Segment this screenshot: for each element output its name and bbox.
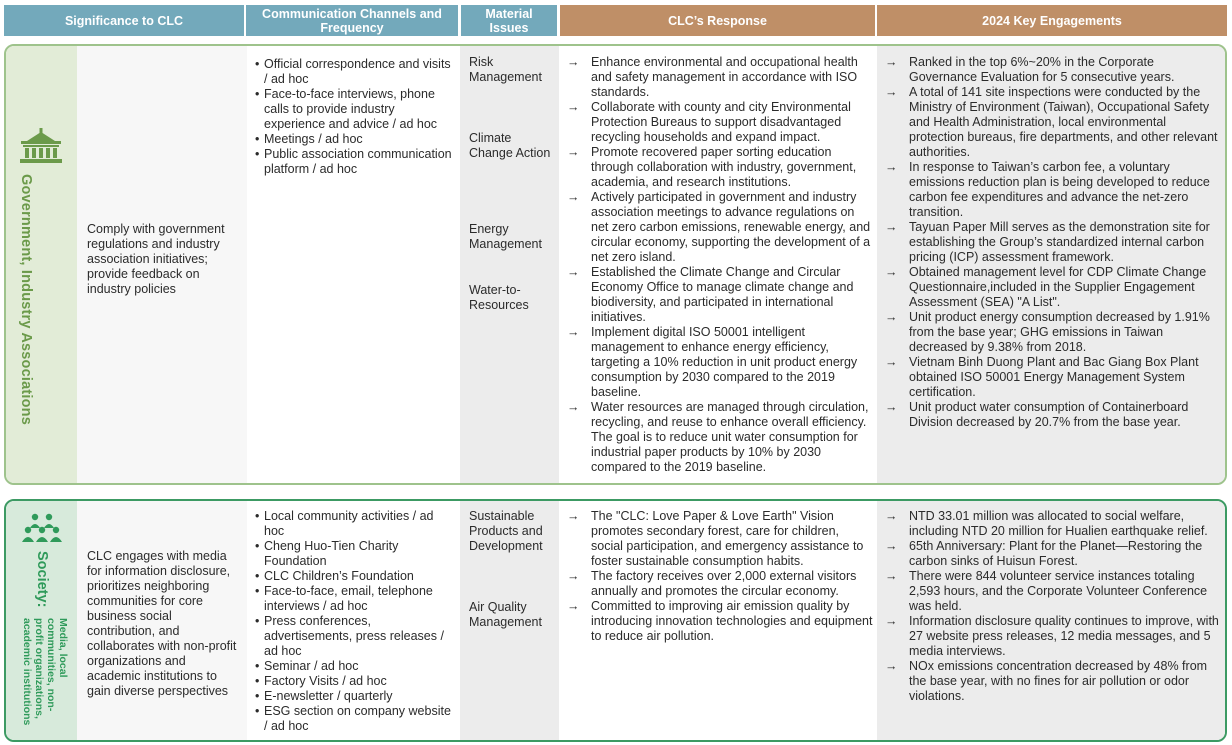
list-item: • Face-to-face interviews, phone calls to provide industry experience and advice / ad hoc bbox=[255, 87, 456, 132]
material-item: Climate Change Action bbox=[469, 131, 551, 160]
list-item: → The "CLC: Love Paper & Love Earth" Vision promotes secondary forest, care for children, social participation, and emergency assistance to foster sustainable consumption habits. bbox=[567, 509, 873, 569]
header-channels: Communication Channels and Frequency bbox=[246, 5, 458, 36]
list-item: • Face-to-face, email, telephone interviews / ad hoc bbox=[255, 584, 456, 614]
subtitle-line: academic institutions bbox=[21, 618, 33, 726]
government-material bbox=[460, 46, 559, 483]
list-item: → Information disclosure quality continues to improve, with 27 website press releases, 12 media messages, and 5 media interviews. bbox=[885, 614, 1223, 659]
list-item: • Local community activities / ad hoc bbox=[255, 509, 456, 539]
government-section bbox=[4, 44, 1227, 485]
list-item: → There were 844 volunteer service instances totaling 2,593 hours, and the Corporate Volunteer Conference was held. bbox=[885, 569, 1223, 614]
list-item: • Seminar / ad hoc bbox=[255, 659, 456, 674]
society-material bbox=[460, 501, 559, 740]
header-material: Material Issues bbox=[461, 5, 557, 36]
list-item: • Press conferences, advertisements, press releases / ad hoc bbox=[255, 614, 456, 659]
list-item: • Public association communication platform / ad hoc bbox=[255, 147, 456, 177]
government-sidebar bbox=[6, 46, 77, 483]
list-item: → Collaborate with county and city Environmental Protection Bureaus to support disadvantaged recycling households and expand impact. bbox=[567, 100, 873, 145]
list-item: → A total of 141 site inspections were conducted by the Ministry of Environment (Taiwan), Occupational Safety and Health Administration, local environmental protection bureaus, fire departments, and other relevant authorities. bbox=[885, 85, 1223, 160]
society-response bbox=[559, 501, 877, 740]
government-engagements bbox=[877, 46, 1227, 483]
list-item: • Official correspondence and visits / ad hoc bbox=[255, 57, 456, 87]
material-item: Energy Management bbox=[469, 222, 542, 251]
list-item: → Promote recovered paper sorting education through collaboration with industry, government, academia, and research institutions. bbox=[567, 145, 873, 190]
list-item: → Tayuan Paper Mill serves as the demonstration site for establishing the Group’s standardized internal carbon pricing (ICP) assessment framework. bbox=[885, 220, 1223, 265]
society-significance bbox=[77, 501, 247, 740]
people-group-icon bbox=[21, 513, 63, 548]
society-engagements bbox=[877, 501, 1227, 740]
material-item: Sustainable Products and Development bbox=[469, 509, 543, 553]
header-response: CLC’s Response bbox=[560, 5, 875, 36]
list-item: → Water resources are managed through circulation, recycling, and reuse to enhance overall efficiency. The goal is to reduce unit water consumption for industrial paper products by 10% by 2030 compared to the 2019 baseline. bbox=[567, 400, 873, 475]
government-response bbox=[559, 46, 877, 483]
subtitle-line: communities, non- bbox=[45, 618, 57, 712]
list-item: → Vietnam Binh Duong Plant and Bac Giang Box Plant obtained ISO 50001 Energy Management System certification. bbox=[885, 355, 1223, 400]
material-item: Water-to-Resources bbox=[469, 283, 529, 312]
subtitle-line: Media, local bbox=[57, 618, 69, 678]
society-channels bbox=[247, 501, 460, 740]
society-significance-text: CLC engages with media for information disclosure, prioritizes neighboring communities for core business social contribution, and collaborates with non-profit organizations and academic institutions to gain diverse perspectives bbox=[87, 548, 237, 698]
list-item: → In response to Taiwan’s carbon fee, a voluntary emissions reduction plan is being developed to reduce carbon fee expenditures and advance the net-zero transition. bbox=[885, 160, 1223, 220]
list-item: → Established the Climate Change and Circular Economy Office to manage climate change and biodiversity, and participated in international initiatives. bbox=[567, 265, 873, 325]
list-item: → Enhance environmental and occupational health and safety management in accordance with ISO standards. bbox=[567, 55, 873, 100]
list-item: • Meetings / ad hoc bbox=[255, 132, 456, 147]
list-item: • ESG section on company website / ad hoc bbox=[255, 704, 456, 734]
government-title: Government, Industry Associations bbox=[18, 174, 34, 426]
list-item: • Cheng Huo-Tien Charity Foundation bbox=[255, 539, 456, 569]
society-sidebar bbox=[6, 501, 77, 740]
subtitle-line: profit organizations, bbox=[33, 618, 45, 719]
header-engagements: 2024 Key Engagements bbox=[877, 5, 1227, 36]
list-item: • Factory Visits / ad hoc bbox=[255, 674, 456, 689]
list-item: → Unit product energy consumption decreased by 1.91% from the base year; GHG emissions in Taiwan decreased by 9.38% from 2018. bbox=[885, 310, 1223, 355]
material-item: Air Quality Management bbox=[469, 600, 542, 629]
list-item: → NOx emissions concentration decreased by 48% from the base year, with no fines for air pollution or odor violations. bbox=[885, 659, 1223, 704]
government-significance bbox=[77, 46, 247, 483]
header-significance: Significance to CLC bbox=[4, 5, 244, 36]
list-item: → Actively participated in government and industry association meetings to advance regulations on net zero carbon emissions, renewable energy, and circular economy, supporting the development of a net zero island. bbox=[567, 190, 873, 265]
society-title: Society: bbox=[34, 551, 50, 608]
list-item: → Unit product water consumption of Containerboard Division decreased by 20.7% from the base year. bbox=[885, 400, 1223, 430]
society-subtitle bbox=[21, 618, 69, 725]
list-item: → Committed to improving air emission quality by introducing innovation technologies and equipment to reduce air pollution. bbox=[567, 599, 873, 644]
government-significance-text: Comply with government regulations and industry association initiatives; provide feedback on industry policies bbox=[87, 222, 225, 296]
list-item: → Ranked in the top 6%~20% in the Corporate Governance Evaluation for 5 consecutive years. bbox=[885, 55, 1223, 85]
government-building-icon bbox=[18, 128, 64, 169]
list-item: → Implement digital ISO 50001 intelligent management to enhance energy efficiency, targeting a 10% reduction in unit product energy consumption by 2030 compared to the 2019 baseline. bbox=[567, 325, 873, 400]
list-item: • CLC Children’s Foundation bbox=[255, 569, 456, 584]
list-item: • E-newsletter / quarterly bbox=[255, 689, 456, 704]
list-item: → NTD 33.01 million was allocated to social welfare, including NTD 20 million for Hualien earthquake relief. bbox=[885, 509, 1223, 539]
list-item: → The factory receives over 2,000 external visitors annually and promotes the circular economy. bbox=[567, 569, 873, 599]
government-channels bbox=[247, 46, 460, 483]
list-item: → Obtained management level for CDP Climate Change Questionnaire,included in the Supplier Engagement Assessment (SEA) "A List". bbox=[885, 265, 1223, 310]
list-item: → 65th Anniversary: Plant for the Planet—Restoring the carbon sinks of Huisun Forest. bbox=[885, 539, 1223, 569]
society-section bbox=[4, 499, 1227, 742]
material-item: Risk Management bbox=[469, 55, 542, 84]
